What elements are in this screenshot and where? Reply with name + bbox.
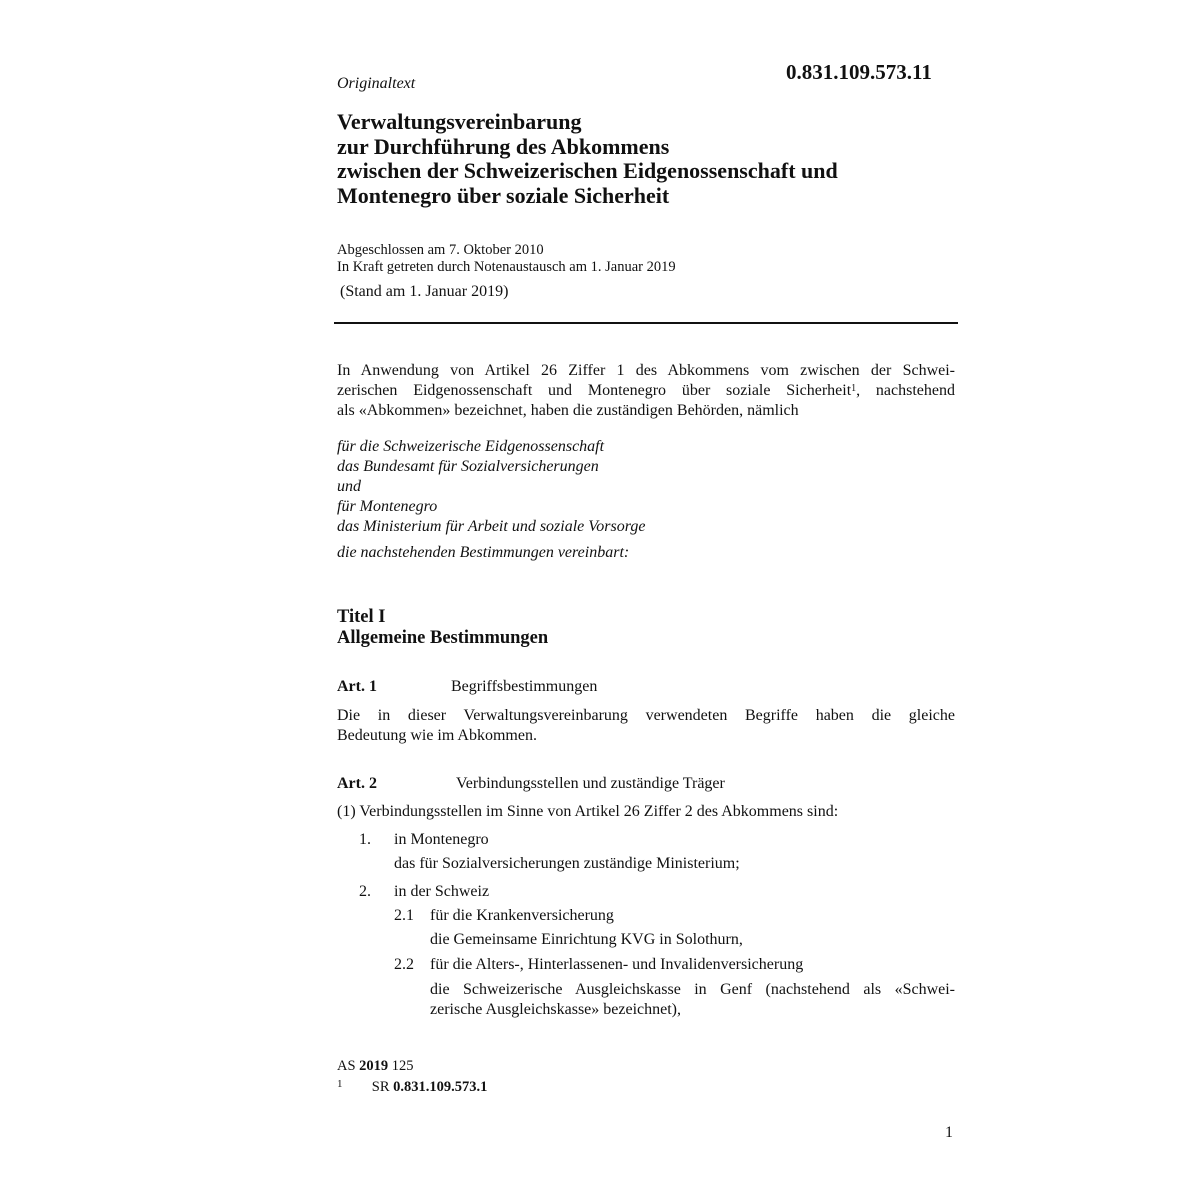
list-item-text: in der Schweiz <box>394 883 490 900</box>
title-line: Montenegro über soziale Sicherheit <box>337 182 670 208</box>
in-force-date: In Kraft getreten durch Notenaustausch am 1. Januar 2019 <box>337 259 676 275</box>
as-year: 2019 <box>359 1058 389 1074</box>
document-title <box>337 110 838 208</box>
stand-date: (Stand am 1. Januar 2019) <box>340 283 509 300</box>
list-item-number: 1. <box>359 831 371 848</box>
article-number: Art. 1 <box>337 678 377 695</box>
party-line: für Montenegro <box>337 498 438 515</box>
sub-item-number: 2.1 <box>394 907 414 924</box>
intro-text: , nachstehend <box>856 382 956 399</box>
article-title: Verbindungsstellen und zuständige Träger <box>456 775 725 792</box>
list-item-text: das für Sozialversicherungen zuständige Ministerium; <box>394 855 740 872</box>
title-line: zwischen der Schweizerischen Eidgenossenschaft und <box>337 158 838 183</box>
intro-paragraph <box>337 361 955 421</box>
sr-number: 0.831.109.573.11 <box>786 60 932 84</box>
sub-item-text: für die Krankenversicherung <box>430 907 614 924</box>
originaltext-label: Originaltext <box>337 75 416 92</box>
section-number: Titel I <box>337 607 386 627</box>
party-line: und <box>337 478 361 495</box>
sub-item-paragraph <box>430 980 955 1020</box>
sub-item-text: für die Alters-, Hinterlassenen- und Invalidenversicherung <box>430 956 804 973</box>
footnote-sr-ref[interactable]: 0.831.109.573.1 <box>393 1079 488 1095</box>
footnote <box>337 1079 487 1096</box>
article-paragraph: (1) Verbindungsstellen im Sinne von Artikel 26 Ziffer 2 des Abkommens sind: <box>337 803 839 820</box>
sub-item-text: die Gemeinsame Einrichtung KVG in Solothurn, <box>430 931 743 948</box>
party-line: das Bundesamt für Sozialversicherungen <box>337 458 599 475</box>
header-divider <box>334 322 958 324</box>
section-heading <box>337 607 548 649</box>
document-meta <box>337 242 676 276</box>
section-name: Allgemeine Bestimmungen <box>337 628 549 648</box>
article-number: Art. 2 <box>337 775 377 792</box>
sub-item-line: die Schweizerische Ausgleichskasse in Genf (nachstehend als «Schwei- <box>430 981 955 998</box>
title-line: Verwaltungsvereinbarung <box>337 109 582 134</box>
article-title: Begriffsbestimmungen <box>451 678 598 695</box>
party-line: das Ministerium für Arbeit und soziale Vorsorge <box>337 518 646 535</box>
footnote-ref[interactable]: 1 <box>851 383 857 394</box>
article-line: Bedeutung wie im Abkommen. <box>337 727 537 744</box>
concluded-date: Abgeschlossen am 7. Oktober 2010 <box>337 242 544 258</box>
intro-line: als «Abkommen» bezeichnet, haben die zuständigen Behörden, nämlich <box>337 402 799 419</box>
intro-line <box>337 381 955 401</box>
parties-block <box>337 437 645 537</box>
article-line: Die in dieser Verwaltungsvereinbarung verwendeten Begriffe haben die gleiche <box>337 707 955 724</box>
intro-text: zerischen Eidgenossenschaft und Montenegro über soziale Sicherheit <box>337 382 852 399</box>
intro-line: In Anwendung von Artikel 26 Ziffer 1 des Abkommens vom zwischen der Schwei- <box>337 362 955 379</box>
party-line: für die Schweizerische Eidgenossenschaft <box>337 438 605 455</box>
list-item-text: in Montenegro <box>394 831 489 848</box>
title-line: zur Durchführung des Abkommens <box>337 133 670 159</box>
sub-item-line: zerische Ausgleichskasse» bezeichnet), <box>430 1001 682 1018</box>
as-prefix: AS <box>337 1058 356 1074</box>
list-item-number: 2. <box>359 883 371 900</box>
as-page: 125 <box>391 1058 414 1074</box>
agreed-statement: die nachstehenden Bestimmungen vereinbart: <box>337 544 630 561</box>
footnote-mark: 1 <box>337 1078 343 1090</box>
article-1-text <box>337 706 955 746</box>
page-number: 1 <box>945 1124 953 1141</box>
sub-item-number: 2.2 <box>394 956 414 973</box>
as-reference <box>337 1058 414 1075</box>
footnote-prefix: SR <box>371 1079 390 1095</box>
